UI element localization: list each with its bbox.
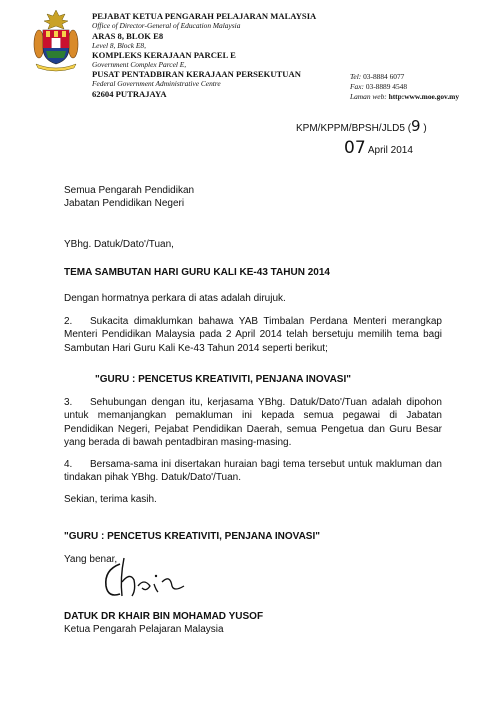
reference-number [296, 117, 427, 135]
letterhead-address-line-2: KOMPLEKS KERAJAAN PARCEL E [92, 50, 236, 60]
date-month-year: April 2014 [367, 145, 413, 156]
letterhead-address-line-3: PUSAT PENTADBIRAN KERAJAAN PERSEKUTUAN [92, 69, 301, 79]
contact-website [350, 93, 459, 100]
yang-benar: Yang benar, [64, 554, 118, 565]
reference-handwritten-number: 9 [411, 117, 421, 135]
closing-line: Sekian, terima kasih. [64, 494, 157, 505]
telephone-label: Tel: [350, 72, 362, 81]
signatory-title: Ketua Pengarah Pelajaran Malaysia [64, 624, 224, 635]
paragraph-2 [64, 315, 442, 355]
paragraph-text: Sehubungan dengan itu, kerjasama YBhg. Datuk/Dato'/Tuan adalah dipohon untuk memanjangkan pemakluman ini kepada semua pegawai di Jabatan Pendidikan Negeri, Pejabat Pendidikan Daerah, semua Pengetua dan Guru Besar yang berada di bawah pentadbiran masing-masing. [64, 397, 442, 449]
malaysia-coat-of-arms-logo [30, 8, 82, 72]
opening-line: Dengan hormatnya perkara di atas adalah dirujuk. [64, 293, 286, 304]
fax-number: 03-8889 4548 [365, 82, 408, 91]
letterhead-address-line-1: ARAS 8, BLOK E8 [92, 31, 164, 41]
paragraph-3 [64, 396, 442, 450]
letterhead-organization-english: Office of Director-General of Education Malaysia [92, 21, 241, 30]
letter-date [344, 138, 413, 158]
theme-line: "GURU : PENCETUS KREATIVITI, PENJANA INOVASI" [95, 374, 351, 385]
letterhead-postcode: 62604 PUTRAJAYA [92, 89, 167, 99]
salutation: YBhg. Datuk/Dato'/Tuan, [64, 239, 174, 250]
handwritten-signature [98, 556, 198, 602]
fax-label: Fax: [350, 82, 364, 91]
date-handwritten-day: 07 [344, 138, 366, 158]
letterhead-address-line-3-english: Federal Government Administrative Centre [92, 79, 221, 88]
paragraph-number: 3. [64, 397, 73, 408]
motto-line: "GURU : PENCETUS KREATIVITI, PENJANA INOVASI" [64, 531, 320, 542]
recipient-line-2: Jabatan Pendidikan Negeri [64, 198, 185, 209]
reference-prefix: KPM/KPPM/BPSH/JLD5 ( [296, 123, 412, 134]
contact-telephone [350, 73, 404, 80]
signatory-name: DATUK DR KHAIR BIN MOHAMAD YUSOF [64, 611, 264, 622]
letterhead-organization: PEJABAT KETUA PENGARAH PELAJARAN MALAYSIA [92, 11, 317, 21]
website-label: Laman web: [350, 92, 387, 101]
contact-fax [350, 83, 407, 90]
subject-heading: TEMA SAMBUTAN HARI GURU KALI KE-43 TAHUN 2014 [64, 267, 330, 278]
reference-suffix: ) [420, 123, 427, 134]
letterhead-address-line-1-english: Level 8, Block E8, [92, 41, 146, 50]
recipient-line-1: Semua Pengarah Pendidikan [64, 185, 195, 196]
paragraph-number: 4. [64, 459, 73, 470]
paragraph-text: Bersama-sama ini disertakan huraian bagi tema tersebut untuk makluman dan tindakan pihak YBhg. Datuk/Dato'/Tuan. [64, 459, 442, 484]
telephone-number: 03-8884 6077 [363, 72, 405, 81]
paragraph-4 [64, 458, 442, 485]
paragraph-text: Sukacita dimaklumkan bahawa YAB Timbalan Perdana Menteri merangkap Menteri Pendidikan Malaysia pada 2 April 2014 telah bersetuju memilih tema bagi Sambutan Hari Guru Kali Ke-43 Tahun 2014 seperti berikut; [64, 316, 442, 354]
paragraph-number: 2. [64, 316, 73, 327]
letterhead-address-line-2-english: Government Complex Parcel E, [92, 60, 187, 69]
website-url: http:www.moe.gov.my [388, 92, 460, 101]
